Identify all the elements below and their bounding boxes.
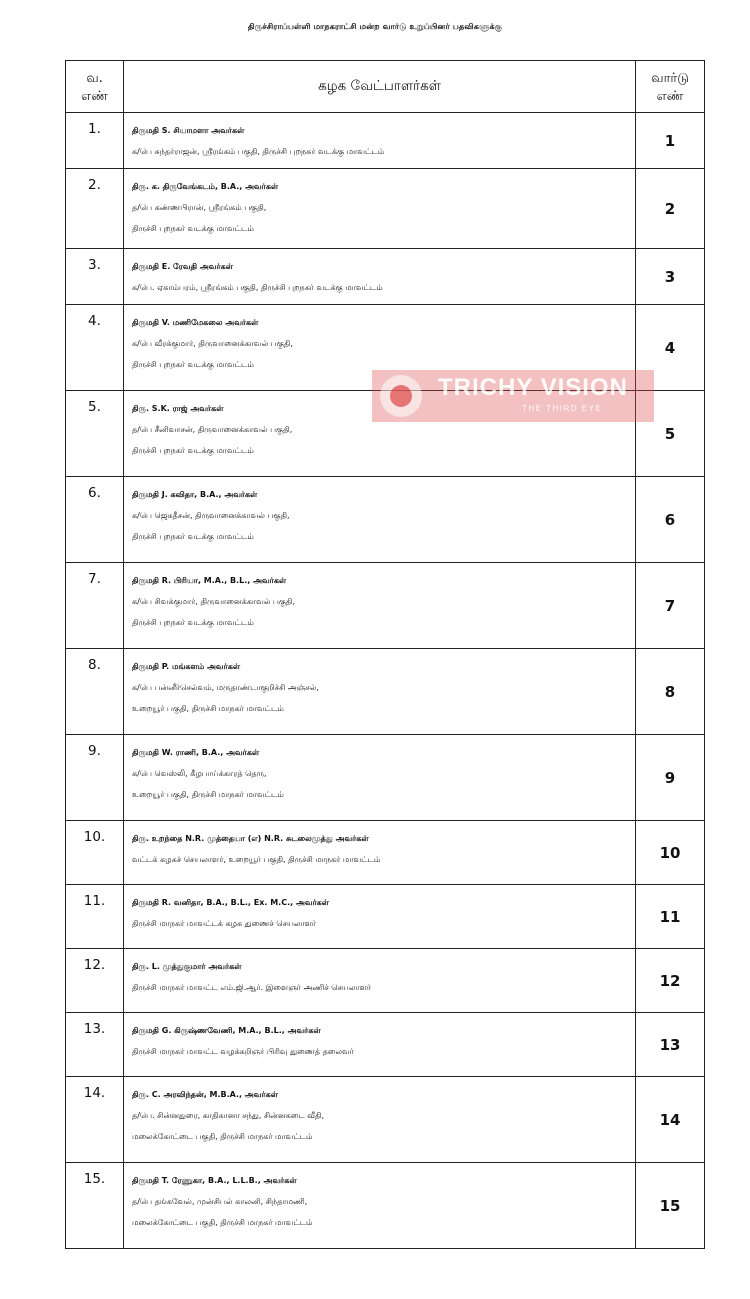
table-row	[66, 563, 705, 649]
candidate-address: மலைக்கோட்டை பகுதி, திருச்சி மாநகர் மாவட்டம்	[132, 1218, 313, 1227]
watermark-subtitle: THE THIRD EYE	[522, 404, 603, 413]
serial-number: 5.	[66, 391, 124, 477]
serial-number: 7.	[66, 563, 124, 649]
candidate-address: த/பெ. சின்னதுரை, காதிகானா சந்து, சின்னகடை வீதி,	[132, 1111, 325, 1120]
ward-number: 3	[636, 249, 705, 305]
serial-number: 8.	[66, 649, 124, 735]
candidate-address: திருச்சி புறநகர் வடக்கு மாவட்டம்	[132, 446, 254, 455]
ward-number: 6	[636, 477, 705, 563]
serial-number: 1.	[66, 113, 124, 169]
candidate-name: திருமதி R. வனிதா, B.A., B.L., Ex. M.C., அவர்கள்	[132, 898, 330, 907]
candidate-address: க/பெ வெஸ்லி, கீழபாய்க்காரத் தெரு,	[132, 769, 267, 778]
table-row	[66, 821, 705, 885]
candidate-name: திருமதி E. ரேவதி அவர்கள்	[132, 262, 233, 271]
ward-number: 8	[636, 649, 705, 735]
serial-number: 11.	[66, 885, 124, 949]
header-candidates: கழக வேட்பாளர்கள்	[124, 61, 636, 113]
trichy-vision-watermark	[372, 370, 654, 422]
candidate-address: க/பெ பன்னீர்செல்வம், மருதாண்டாகுறிச்சி அஞ்சல்,	[132, 683, 319, 692]
header-serial-number-line1: வ.	[86, 70, 103, 86]
table-row	[66, 1077, 705, 1163]
candidate-address: வட்டக் கழகச் செயலாளர், உறையூர் பகுதி, திருச்சி மாநகர் மாவட்டம்	[132, 855, 381, 864]
candidate-address: திருச்சி மாநகர் மாவட்டக் கழக துணைச் செயலாளர்	[132, 919, 317, 928]
candidate-name: திருமதி S. சியாமளா அவர்கள்	[132, 126, 245, 135]
candidate-address: திருச்சி மாநகர் மாவட்ட வழக்கறிஞர் பிரிவு துணைத் தலைவர்	[132, 1047, 354, 1056]
candidate-address: திருச்சி புறநகர் வடக்கு மாவட்டம்	[132, 360, 254, 369]
header-ward-number-line2: எண்	[656, 88, 684, 104]
serial-number: 14.	[66, 1077, 124, 1163]
candidate-name: திருமதி J. கவிதா, B.A., அவர்கள்	[132, 490, 258, 499]
serial-number: 4.	[66, 305, 124, 391]
header-serial-number	[66, 61, 124, 113]
candidate-address: த/பெ கண்ணபிரான், ஸ்ரீரங்கம் பகுதி,	[132, 203, 267, 212]
trichy-vision-logo-icon	[380, 375, 422, 417]
watermark-title: TRICHY VISION	[438, 374, 628, 401]
serial-number: 6.	[66, 477, 124, 563]
candidate-cell	[124, 649, 636, 735]
ward-number: 13	[636, 1013, 705, 1077]
candidate-name: திரு. க. திருவேங்கடம், B.A., அவர்கள்	[132, 182, 279, 191]
candidate-address: த/பெ சீனிவாசன், திருவானைக்காவல் பகுதி,	[132, 425, 293, 434]
candidate-name: திரு. C. அரவிந்தன், M.B.A., அவர்கள்	[132, 1090, 278, 1099]
table-row	[66, 885, 705, 949]
candidate-name: திரு. S.K. ராஜ் அவர்கள்	[132, 404, 224, 413]
ward-number: 1	[636, 113, 705, 169]
candidate-address: மலைக்கோட்டை பகுதி, திருச்சி மாநகர் மாவட்டம்	[132, 1132, 313, 1141]
candidate-cell	[124, 949, 636, 1013]
table-row	[66, 249, 705, 305]
candidate-cell	[124, 477, 636, 563]
candidate-cell	[124, 1163, 636, 1249]
serial-number: 12.	[66, 949, 124, 1013]
candidate-address: திருச்சி புறநகர் வடக்கு மாவட்டம்	[132, 224, 254, 233]
candidate-cell	[124, 821, 636, 885]
serial-number: 9.	[66, 735, 124, 821]
candidate-address: திருச்சி மாநகர் மாவட்ட எம்.ஜி.ஆர். இளைஞர் அணிச் செயலாளர்	[132, 983, 372, 992]
table-row	[66, 113, 705, 169]
candidate-name: திருமதி T. ரேணுகா, B.A., L.L.B., அவர்கள்	[132, 1176, 297, 1185]
candidate-address: த/பெ தங்கவேல், முன்சிபல் காலனி, சிந்தாமணி,	[132, 1197, 308, 1206]
ward-number: 15	[636, 1163, 705, 1249]
document-title: திருச்சிராப்பள்ளி மாநகராட்சி மன்ற வார்டு உறுப்பினர் பதவிகளுக்கு	[247, 22, 503, 31]
serial-number: 13.	[66, 1013, 124, 1077]
table-header-row	[66, 61, 705, 113]
ward-number: 14	[636, 1077, 705, 1163]
table-row	[66, 1013, 705, 1077]
candidate-address: க/பெ வீரக்குமார், திருவானைக்காவல் பகுதி,	[132, 339, 293, 348]
candidate-address: திருச்சி புறநகர் வடக்கு மாவட்டம்	[132, 532, 254, 541]
table-row	[66, 649, 705, 735]
table-row	[66, 949, 705, 1013]
candidate-cell	[124, 1077, 636, 1163]
candidate-name: திருமதி V. மணிமேகலை அவர்கள்	[132, 318, 259, 327]
candidate-address: க/பெ சிவக்குமார், திருவானைக்காவல் பகுதி,	[132, 597, 296, 606]
candidate-name: திருமதி R. பிரியா, M.A., B.L., அவர்கள்	[132, 576, 287, 585]
ward-number: 9	[636, 735, 705, 821]
candidate-cell	[124, 169, 636, 249]
serial-number: 3.	[66, 249, 124, 305]
table-row	[66, 169, 705, 249]
candidates-table	[65, 60, 705, 1249]
candidate-name: திருமதி G. கிருஷ்ணவேணி, M.A., B.L., அவர்கள்	[132, 1026, 321, 1035]
serial-number: 2.	[66, 169, 124, 249]
candidate-cell	[124, 563, 636, 649]
ward-number: 10	[636, 821, 705, 885]
candidate-address: திருச்சி புறநகர் வடக்கு மாவட்டம்	[132, 618, 254, 627]
header-ward-number-line1: வார்டு	[651, 70, 689, 86]
candidate-cell	[124, 885, 636, 949]
ward-number: 12	[636, 949, 705, 1013]
ward-number: 11	[636, 885, 705, 949]
candidate-name: திருமதி W. ராணி, B.A., அவர்கள்	[132, 748, 260, 757]
candidate-address: உறையூர் பகுதி, திருச்சி மாநகர் மாவட்டம்	[132, 704, 284, 713]
serial-number: 10.	[66, 821, 124, 885]
candidate-cell	[124, 113, 636, 169]
candidate-address: க/பெ ஜெகதீசன், திருவானைக்காவல் பகுதி,	[132, 511, 290, 520]
ward-number: 2	[636, 169, 705, 249]
candidate-address: க/பெ. ஏகாம்பரம், ஸ்ரீரங்கம் பகுதி, திருச்சி புறநகர் வடக்கு மாவட்டம்	[132, 283, 383, 292]
candidate-cell	[124, 1013, 636, 1077]
candidate-address: உறையூர் பகுதி, திருச்சி மாநகர் மாவட்டம்	[132, 790, 284, 799]
header-ward-number	[636, 61, 705, 113]
table-row	[66, 1163, 705, 1249]
candidate-name: திருமதி P. மங்களம் அவர்கள்	[132, 662, 241, 671]
header-serial-number-line2: எண்	[81, 88, 108, 104]
candidate-address: க/பெ சுந்தர்ராஜன், ஸ்ரீரங்கம் பகுதி, திருச்சி புறநகர் வடக்கு மாவட்டம்	[132, 147, 385, 156]
ward-number: 4	[636, 305, 705, 391]
ward-number: 7	[636, 563, 705, 649]
table-row	[66, 477, 705, 563]
candidate-cell	[124, 735, 636, 821]
candidate-name: திரு. உறந்தை N.R. முத்தையா (எ) N.R. சுடலைமுத்து அவர்கள்	[132, 834, 369, 843]
serial-number: 15.	[66, 1163, 124, 1249]
candidate-name: திரு. L. முத்துகுமார் அவர்கள்	[132, 962, 242, 971]
ward-number: 5	[636, 391, 705, 477]
candidate-cell	[124, 249, 636, 305]
table-row	[66, 735, 705, 821]
